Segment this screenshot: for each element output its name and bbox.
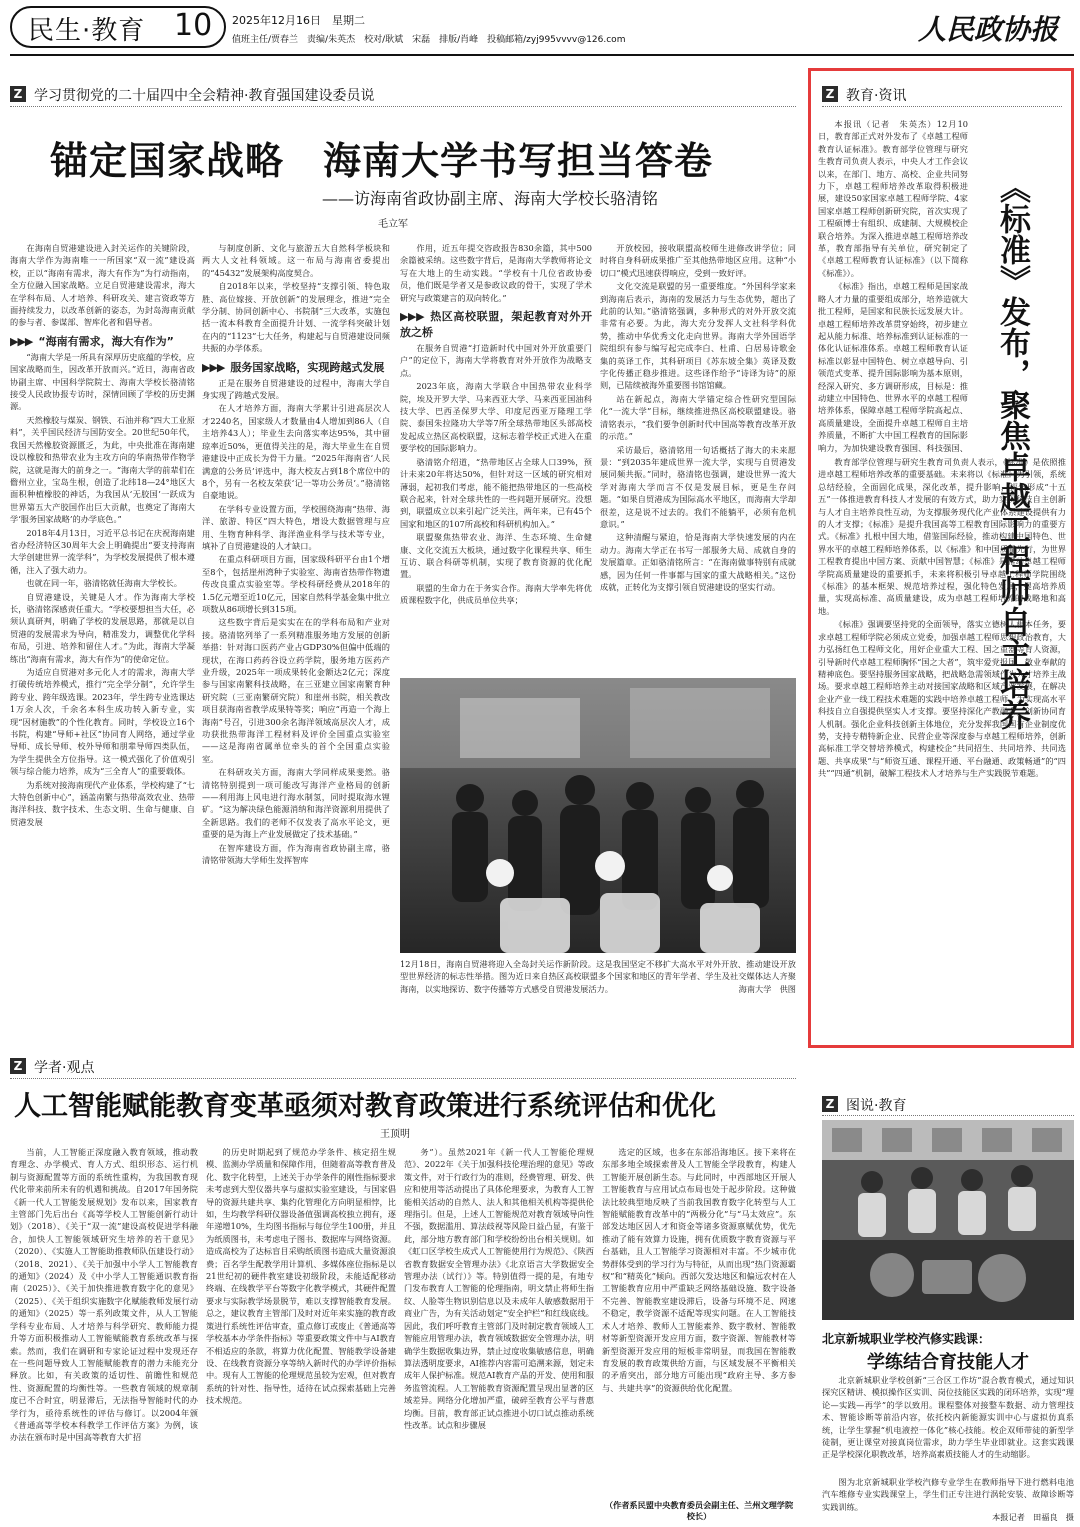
photo-news-headline: 学练结合育技能人才	[867, 1352, 1029, 1373]
news-vertical-title: 《标准》发布，聚焦卓越工程师自主培养	[994, 172, 1030, 730]
triangle-arrows-icon: ▶▶▶	[202, 360, 225, 374]
photo-news-body	[822, 1374, 1074, 1472]
paragraph: 这种清醒与紧迫，恰是海南大学快速发展的内在动力。海南大学正在书写一部服务大局、成就自身的发展篇章。正如骆清铭所言：“在海南做事特别有成就感，因为任何一件事都与国家的重大战略相关。”这份成就，正转化为支撑引领自贸港建设的坚实行动。	[600, 532, 796, 592]
news-section-label: 教育·资讯	[846, 88, 907, 104]
paragraph: 为系统对接海南现代产业体系，学校构建了“七大特色创新中心”，涵盖南繁与热带高效农业、热带海洋科技、数字技术、生态文明、生命与健康、自贸港发展	[10, 779, 195, 827]
opinion-z-icon: Z	[10, 1058, 26, 1074]
subhead-text: 服务国家战略，实现跨越式发展	[230, 360, 385, 374]
paragraph: 在海南自贸港建设进入封关运作的关键阶段，海南大学作为海南唯一一所国家“双一流”建设高校，正以“海南有需求，海大有作为”为行动指南，全方位融入国家战略。立足自贸港建设需求，海大在学科布局、人才培养、科研攻关、建言资政等方面持续发力，以改革创新的姿态，为封岛海南贡献的参与者、参谋部、智库化者和倡导者。	[10, 243, 195, 328]
paragraph: 也就在同一年，骆清铭就任海南大学校长。	[26, 578, 182, 589]
paragraph: 在科研攻关方面，海南大学同样成果斐然。骆清铭特别提到一项可能改写海洋产业格局的创新——利用海上风电进行海水制氢，同时提取海水锂矿。“这为解决绿色能源消纳和海洋资源利用提供了全新思路。我们的老师不仅发表了高水平论文，更重要的是为海上产业发展做定了技术基础。”	[202, 767, 390, 840]
section-divider	[10, 106, 796, 107]
paragraph: 天然橡胶与煤炭、钢铁、石油并称“四大工业原料”，关乎国民经济与国防安全。20世纪50年代，我国天然橡胶资源匮乏，为此，中央批准在海南建设以橡胶和热带农业为主攻方向的华南热带作物学院，这就是海大的前身之一。“海南大学的前辈们在儋州立业，宝岛生根，创造了北纬18—24°地区大面积种植橡胶的神话，为我国从‘无胶国’一跃成为世界第五大产胶国作出巨大贡献，也奠定了海南大学‘服务国家战略’的办学底色。”	[10, 414, 195, 525]
paragraph: 站在新起点，海南大学锚定综合性研究型国际化“一流大学”目标，继续推进热区高校联盟建设。骆清铭表示，“我们要争创新时代中国高等教育改革开放的示范。”	[600, 393, 796, 442]
section-subhead	[202, 360, 390, 376]
paragraph: 《标准》强调要坚持党的全面领导，落实立德树人根本任务，要求卓越工程师学院必须成立党委，加强卓越工程师思想政治教育，大力弘扬红色工程师文化，用好企业重大工程、国之重器等育人资源，引导新时代卓越工程师胸怀“国之大者”，筑牢爱党报国、敬业奉献的精神底色。要坚持服务国家战略，把战略急需领域作为人才培养主战场。要求卓越工程师培养主动对接国家战略和区域产业发展，在解决企业产业一线工程技术难题的实践中培养卓越工程师，为实现高水平科技自立自强提供坚实人才支撑。要坚持深化产教融合，创新协同育人机制。强化企业科技创新主体地位，充分发挥我国国有企业制度优势，支持专精特新企业、民营企业等深度参与卓越工程师培养，创新高标准工学交替培养模式，构建校企“共同招生、共同培养、共同选题、共享成果”与“师资互通、课程开通、平台融通、政策畅通”的“四共”“四通”机制，破解工程技术人才培养与生产实践脱节难题。	[818, 619, 1066, 779]
paragraph: 采访最后，骆清铭用一句话概括了海大的未来愿景：“到2035年建成世界一流大学，实现与自贸港发展同频共振。”同时，骆清铭也强调，建设世界一流大学对海南大学而言不仅是发展目标，更是生存问题。“如果自贸港成为国际高水平地区，而海南大学却很差，这是说不过去的。我们不能躺平，必须有危机意识。”	[600, 444, 796, 529]
page-number: 10	[174, 8, 213, 43]
paragraph: “海南大学是一所具有深厚历史底蕴的学校，应国家战略而生，因改革开放而兴。”近日，海南省政协副主席、中国科学院院士、海南大学校长骆清铭接受人民政协报专访时，深情回顾了学校的历史渊源。	[10, 351, 195, 412]
news-divider	[822, 106, 1062, 107]
paragraph: 《标准》指出，卓越工程师是国家战略人才力量的重要组成部分，培养造就大批工程师，是国家和民族长远发展大计。卓越工程师培养改革贯穿始终，初步建立起从能力标准、培养标准到认证标准的一体化认证标准体系。卓越工程师教育认证标准以彰显中国特色、树立卓越导向、引领范式变革、提升国际影响为基本原则，经深入研究、多方调研形成，目标是：推动建立中国特色、世界水平的卓越工程师培养体系，保障卓越工程师学院高起点、高质量建设，全面提升卓越工程师自主培养质量，不断扩大中国工程教育的国际影响力，为加快建设教育强国、科技强国、	[818, 281, 968, 453]
editor-credits: 值班主任/贾春兰 责编/朱英杰 校对/耿斌 宋磊 排版/肖峰 投稿邮箱/zyj995vvvv@126.com	[232, 35, 626, 45]
paragraph: 选定的区域，也多在东部沿海地区。接下来将在东部多地全域探索普及人工智能全学段教育，构建人工智能开展创新生态。与此同时，中西部地区开展人工智能教育与应用试点布局也处于起步阶段。这种做法比较典型地反映了当前我国教育数字化转型与人工智能赋能教育改革中的“两极分化”与“马太效应”。东部发达地区因人才和资金等诸多资源禀赋优势，优先推动了能有效算力设施，拥有优质数字教育资源与平台基础，且人工智能学习资源相对丰富。不少城市优势群体受到的学习行为与特征，从而出现“热门资源霸权”和“精英化”倾向。西部欠发达地区和偏远农村在人工智能教育应用中严重缺乏网络基础设施、数字设备不完善、智能教室建设滞后，设备与环境不足、网速不稳定，教学资源不适配等现实问题。在人工智能技术人才培养、教师人工智能素养、数字教材、智能教材等新型资源开发应用方面，数字资源、智能教材等新型资源开发应用的短板非常明显，而我国在智能教育发展的教育政策供给方面，与区域发展不平衡相关的矛盾突出，部分地方可能出现“政府主导、多方参与、共建共享”的资源供给优化配置。	[602, 1147, 796, 1393]
paragraph: 的历史时期起到了规范办学条件、核定招生规模、监测办学质量和保障作用，但随着高等教育普及化、数字化转型，上述关于办学条件的刚性指标要求未考虑到大型仪器共享与虚拟实验室建设，与国家倡导的资源共建共享、集约化管理化方向明显相悖，比如，生均教学科研仪器设备值强调高校独立拥有，逐年递增10%，生均图书指标与每位学生100册，并且为纸质图书，未考虑电子图书、数据库与网络资源。造成高校为了达标盲目采购纸质图书造成大量资源浪费；百名学生配教学用计算机、多媒体座位指标是以21世纪初的硬件教室建设初级阶段，未能适配移动终端、在线教学平台等数字化教学模式，其硬件配置要求与实际教学场景脱节，难以支撑智能教育发展。总之，建议教育主管部门及时对近年来实施的教育政策进行系统性评估审查，重点修订或废止《普通高等学校基本办学条件指标》等重要政策文件中与AI教育不相适应的条款，将算力优化配置、智能教学设备建设、在线教育资源分享等纳入新时代的办学评价指标中。现有人工智能的伦理规范虽较为宏观，但对教育系统的针对性、指导性，适待在试点探索基础上完善技术规范。	[206, 1147, 396, 1406]
paragraph: 开放校园，接收联盟高校师生进修改讲学位；同时将自身科研成果推广至其他热带地区应用。这种“小切口”模式迅速获得响应，受到一致好评。	[600, 243, 796, 278]
paragraph: 2023年底，海南大学联合中国热带农业科学院，埃及开罗大学、马来西亚大学、马来西亚国油科技大学、巴西圣保罗大学、印度尼西亚万隆理工学院、泰国朱拉隆功大学等7所全球热带地区头部高校发起成立热区高校联盟，这标志着学校正式进入在重要学校的国际影响力。	[400, 381, 592, 454]
photo-news-divider	[822, 1115, 1074, 1116]
main-subtitle: ——访海南省政协副主席、海南大学校长骆清铭	[322, 189, 659, 208]
opinion-column-3	[404, 1146, 594, 1524]
article-column-3	[400, 242, 592, 672]
news-body-upper	[818, 118, 968, 456]
photo-news-kicker: 北京新城职业学校汽修实践课：	[822, 1332, 991, 1346]
top-section-label: 学习贯彻党的二十届四中全会精神·教育强国建设委员说	[34, 88, 375, 104]
paragraph: 文化交流是联盟的另一重要维度。“外国科学家来到海南后表示，海南的发展活力与生态优势，超出了此前的认知。”骆清铭强调，多种形式的对外开放交流非常有必要。为此，海大充分发挥人文社科学科优势，推动中华优秀文化走向世界。海南大学外国语学院组织有参与编写起完成李白、杜甫、白居易诗歌金集的英译工作，其科研项目《苏东坡全集》英译及数字化传播正稳步推进。这些译作给予“诗译为诗”的原则，已陆续被海外重要图书馆馆藏。	[600, 281, 796, 391]
opinion-divider	[10, 1078, 796, 1079]
campus-visit-photo	[400, 678, 796, 953]
paragraph: 本报讯（记者 朱英杰）12月10日，教育部正式对外发布了《卓越工程师教育认证标准》。教育部学位管理与研究生教育司负责人表示，中央人才工作会议以来，在部门、地方、高校、企业共同努力下，卓越工程师培养改革取得积极进展，建设50家国家卓越工程师学院、4家国家卓越工程师创新研究院，首次实现了工程硕博士有组织、成建制、大规模校企联合培养。为深入推进卓越工程师培养改革，教育部指导有关单位，研究制定了《卓越工程师教育认证标准》（以下简称《标准》）。	[818, 119, 968, 278]
main-headline: 锚定国家战略 海南大学书写担当答卷	[50, 139, 714, 183]
paragraph: 在学科专业设置方面，学校围绕海南“热带、海洋、旅游、特区”四大特色，增设大数据管理与应用、生物育种科学、海洋渔业科学与技术等专业，填补了自贸港建设的人才缺口。	[202, 503, 390, 551]
photo-caption-text: 12月18日，海南自贸港将迎入全岛封关运作新阶段。这是我国坚定不移扩大高水平对外开放、推动建设开放型世界经济的标志性举措。图为近日来自热区高校联盟多个国家和地区的青年学者、学生及社交媒体达人齐聚海南，以实地探访、数字传播等方式感受自贸港发展活力。	[400, 959, 796, 994]
auto-repair-class-photo	[822, 1120, 1074, 1320]
photo-news-z-icon: Z	[822, 1096, 838, 1112]
article-column-4	[600, 242, 796, 672]
paragraph: 在智库建设方面，作为海南省政协副主席，骆清铭带领海大学师生发挥智库	[202, 842, 390, 866]
paragraph: 自2018年以来，学校坚持“支撑引领、特色取胜、高位嫁接、开放创新”的发展理念，推进“完全学分制、协同创新中心、书院制”三大改革，实施包括一流本科教育全面提升计划、一流学科突破计划在内的“1123”七大任务，构建起与自贸港建设同频共振的办学体系。	[202, 281, 390, 354]
masthead-section: 民生·教育	[28, 16, 146, 46]
opinion-column-4	[602, 1146, 796, 1496]
opinion-section-label: 学者·观点	[34, 1060, 95, 1076]
issue-date: 2025年12月16日 星期二	[232, 14, 365, 27]
paragraph: 与制度创新、文化与旅游五大自然科学板块和两大人文社科领域。这一布局与海南省委提出的“45432”发展架构高度契合。	[202, 243, 390, 278]
paragraph: 在重点科研项目方面，国家级科研平台由1个增至8个，包括崖州湾种子实验室、海南省热带作物遗传改良重点实验室等。学校科研经费从2018年的1.5亿元增至近10亿元，国家自然科学基金集中批立项数从86项增长到315项。	[202, 554, 390, 614]
paragraph: 教育部学位管理与研究生教育司负责人表示，《标准》是依照推进卓越工程师培养改革的重要基础。未来将以《标准》为引领，系统总结经验，全面固化成果，深化改革，提升影响，探索形成“十五五”一体推进教育科技人才发展的有效方式，助力实现科技自主创新与人才自主培养良性互动，为支撑服务现代化产业体系建设提供有力的人才支撑；《标准》是提升我国高等工程教育国际影响力的重要方式。《标准》扎根中国大地，借鉴国际经验，推动构建中国特色、世界水平的卓越工程师培养体系，以《标准》和中国质量先行，为世界工程教育提出中国方案、贡献中国智慧；《标准》是推动卓越工程师学院高质量建设的重要抓手，未来将积极引导卓越工程师学院围绕《标准》的基本框架、规范培养过程，强化特色发展，提高培养质量，实现高标准、高质量建设，成为卓越工程师培养的战略地和高地。	[818, 457, 1066, 616]
masthead-rule	[10, 54, 1074, 56]
paragraph: 联盟的生命力在于务实合作。海南大学率先将优质课程数字化，供成员单位共享；	[400, 582, 592, 606]
photo-news-credit: 本报记者 田福良 摄	[992, 1512, 1074, 1522]
photo-news-caption	[822, 1476, 1074, 1512]
section-z-icon: Z	[10, 86, 26, 102]
paragraph: 2018年4月13日，习近平总书记在庆祝海南建省办经济特区30周年大会上明确提出“要支持海南大学创建世界一流学科”，为学校发展提供了根本遵循，注入了强大动力。	[10, 527, 195, 575]
photo-news-body-text: 北京新城职业学校创新“三合区工作坊”混合教育模式，通过知识探究区精讲、模拟操作区实训、岗位技能区实践的闭环培养，实现“理论—实践—再学”的学以致用。课程整体对接整车数据、动力管理技术、智能诊断等前沿内容，依托校内新能源实训中心与虚拟仿真系统，让学生掌握“机电液控一体化”核心技能。校企双师带徒的新型学徒制，更让课堂对接真岗位需求，助力学生毕业即就业。这套实践课正是学校深化职教改革，培养高素质技能人才的生动缩影。	[822, 1375, 1074, 1460]
photo-news-caption-text: 图为北京新城职业学校汽修专业学生在教师指导下进行燃料电池汽车维修专业实践课堂上，学生们正专注进行涡轮安装、故障诊断等实践训练。	[822, 1477, 1074, 1512]
paragraph: 骆清铭介绍道，“热带地区占全球人口39%，预计未来20年将达50%，但针对这一区域的研究相对薄弱，起初我们考虑，能不能把热带地区的一些高校联合起来，针对全球共性的一些问题开展研究。没想到，联盟成立以来引起广泛关注，两年来，已有45个国家和地区的107所高校和科研机构加入。”	[400, 456, 592, 529]
news-z-icon: Z	[822, 86, 838, 102]
paragraph: 联盟聚焦热带农业、海洋、生态环境、生命健康、文化交流五大板块，通过数字化课程共享、师生互访、联合科研等机制，实现了教育资源的优化配置。	[400, 532, 592, 580]
triangle-arrows-icon: ▶▶▶	[400, 310, 425, 324]
paragraph: 当前，人工智能正深度融入教育领域，推动教育理念、办学模式、育人方式、组织形态、运行机制与资源配置等方面的系统性重构，为我国教育现代化带来前所未有的机遇和挑战。自2017年国务院《新一代人工智能发展规划》发布以来，国家教育主管部门先后出台《高等学校人工智能创新行动计划》（2018）、《关于“双一流”建设高校促进学科融合，加快人工智能领域研究生培养的若干意见》（2020）、《实施人工智能助推教师队伍建设行动》（2018、2021）、《关于加强中小学人工智能教育的通知》（2024）及《中小学人工智能通识教育指南（2025）》、《关于加快推进教育数字化的意见》（2025）、《关于组织实施数字化赋能教师发展行动的通知》（2025）等一系列政策文件，从人工智能学科专业布局、人才培养与科学研究、教师能力提升等方面积极推动人工智能赋能教育系统改革与探索。然而，我们在调研和专家论证过程中发现还存在一些问题导致人工智能赋能教育的潜力未能充分释放。比如，有关政策的适切性、前瞻性和规范性、资源配置的均衡性等。一些教育领域的规章制度已不合时宜，明显滞后，无法指导智能时代的办学行为，亟待系统性的评估与修订。以2004年颁《普通高等学校本科教学工作评估方案》为例，该办法在颁布时是中国高等教育大扩招	[10, 1147, 198, 1443]
paragraph: 正是在服务自贸港建设的过程中，海南大学自身实现了跨越式发展。	[202, 377, 390, 401]
paragraph: 作用，近五年提交咨政报告830余篇，其中500余篇被采纳。这些数字背后，是海南大学教师将论文写在大地上的生动实践。“学校有十几位省政协委员，他们既是学者又是参政议政的骨干，实现了学术研究与政策建言的双向转化。”	[400, 243, 592, 303]
author-note: （作者系民盟中央教育委员会副主任、兰州文理学院校长）	[604, 1500, 794, 1521]
opinion-headline: 人工智能赋能教育变革亟须对教育政策进行系统评估和优化	[14, 1091, 716, 1122]
triangle-arrows-icon: ▶▶▶	[10, 334, 33, 348]
paragraph: 这些数字背后是实实在在的学科布局和产业对接。骆清铭列举了一系列精准服务地方发展的创新举措：针对海口医药产业占GDP30%但偏中低端的现状，在海口药药谷设立药学院，服务地方医药产业升级，2025年一项成果转化金额达2亿元；深度参与国家南繁科技战略，在三亚建立国家南繁育种研究院（三亚南繁研究院）和崖州书院，相关教改项目获海南省教学成果特等奖；响应“再造一个海上海南”号召，引进300余名海洋领域高层次人才，成功获批热带海洋工程材料及评价全国重点实验室——这是海南省属单位牵头的首个全国重点实验室。	[202, 617, 390, 764]
paragraph: 在人才培养方面，海南大学累计引进高层次人才2240名，国家级人才数量由4人增加到86人（自主培养43人）；毕业生去向落实率达95%，其中留琼率近50%，更值得关注的是，海大毕业生在自贸港建设中正成长为骨干力量。“2025年海南省‘人民满意的公务员’评选中，海大校友占到18个席位中的8个，另有一名校友荣获‘记一等功公务员’。”骆清铭自豪地说。	[202, 403, 390, 501]
opinion-column-2	[206, 1146, 396, 1524]
section-subhead	[10, 334, 195, 350]
photo-news-label: 图说·教育	[846, 1098, 907, 1114]
paragraph: 为适应自贸港对多元化人才的需求，海南大学打破传统培养模式，推行“完全学分制”，允许学生跨专业、跨年级选课。2023年，学生跨专业选课达1万余人次，千余名本科生成功转入新专业，实现“因材施教”的个性化教育。同时，学校设立16个书院，构建“导师+社区”协同育人网络，通过学业导师、成长导师、校外导师和朋辈导师四类队伍，为学生提供全方位指导。这一模式强化了价值观引领与综合能力培养，成为“三全育人”的重要载体。	[10, 667, 195, 777]
newspaper-logo: 人民政协报	[918, 13, 1059, 46]
opinion-column-1	[10, 1146, 198, 1524]
news-body-lower	[818, 456, 1066, 1042]
section-subhead	[400, 309, 592, 341]
paragraph: 务”）。虽然2021年《新一代人工智能伦理规范》、2022年《关于加强科技伦理治理的意见》等政策文件，对于行政行为的准则，经费管理、研发、供应和使用等活动提出了具体伦理要求，为教育人工智能相关活动的自然人、法人和其他相关机构等提供伦理指引。但是，上述人工智能规范对教育领域导向性不强，数据滥用、算法歧视等风险日益凸显，有鉴于此，部分地方教育部门和学校纷纷出台相关规则。如《虹口区学校生成式人工智能使用行为规范》、《陕西省教育数据安全管理办法》《北京语言大学数据安全管理办法（试行）》等。特别值得一提的是，有地专门发布教育人工智能的伦理指南，明文禁止将师生指纹、人脸等生物识别信息以及未成年人敏感数据用于商业广告，为有关活动划定“安全护栏”和红线底线。因此，我们呼吁教育主管部门及时制定教育领域人工智能应用管理办法，教育领域数据安全管理办法，明确学生数据收集边界，禁止过度收集敏感信息，明确算法透明度要求，AI推荐内容需可追溯来源，划定未成年人保护标准。规范AI教育产品的开发、使用和服务监管流程。人工智能教育资源配置呈现出显著的区域差异。网络分化增加严重，破碎至教育公平与普惠均衡。目前，教育部正试点推进小切口试点推动系统性改革。试点和步骤展	[404, 1147, 594, 1430]
paragraph: 自贸港建设，关键是人才。作为海南大学校长，骆清铭深感责任重大。“学校要想担当大任，必须认真研判，明确了学校的发展思路，那就是以自贸港的发展需求为导向，精准发力，调整优化学科布局，引进、培养和留住人才。”为此，海南大学凝练出“海南有需求，海大有作为”的使命定位。	[10, 591, 195, 664]
paragraph: 在服务自贸港“打造新时代中国对外开放重要门户”的定位下，海南大学将教育对外开放作为战略支点。	[400, 343, 592, 378]
subhead-text: 热区高校联盟，架起教育对外开放之桥	[400, 310, 592, 340]
opinion-byline: 王顶明	[380, 1129, 410, 1140]
subhead-text: “海南有需求，海大有作为”	[38, 334, 174, 348]
main-byline: 毛立军	[378, 219, 408, 230]
photo-caption	[400, 958, 796, 1024]
article-column-2	[202, 242, 390, 1024]
photo-credit: 海南大学 供图	[738, 983, 796, 994]
article-column-1	[10, 242, 195, 1024]
